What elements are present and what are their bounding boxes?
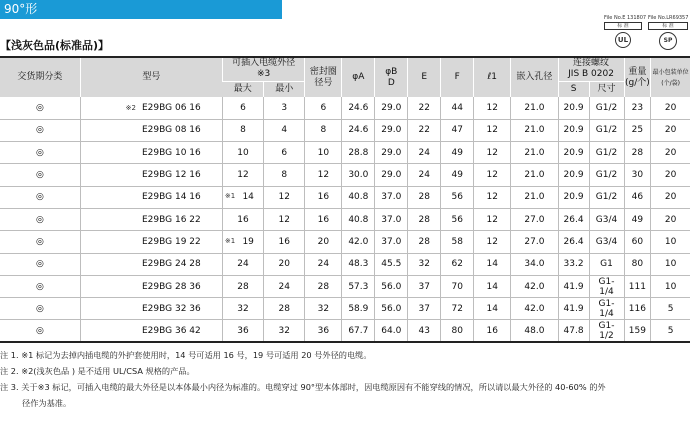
cell-thread-size: G1 [589, 253, 624, 275]
cell-l1: 12 [474, 119, 511, 141]
cable-max-value: 16 [237, 214, 249, 225]
section-title: 【浅灰色品(标准品)】 [0, 39, 110, 52]
cell-thread-s: 41.9 [558, 275, 589, 297]
cell-thread-size: G1/2 [589, 97, 624, 119]
cell-f: 44 [441, 97, 474, 119]
cell-phi-a: 28.8 [342, 142, 375, 164]
header-model: 型号 [80, 57, 222, 97]
cell-f: 56 [441, 208, 474, 230]
cell-f: 49 [441, 164, 474, 186]
cell-e: 22 [408, 119, 441, 141]
header-f: F [441, 57, 474, 97]
cell-phi-a: 24.6 [342, 97, 375, 119]
cell-phi-bd: 37.0 [375, 208, 408, 230]
model-number: E29BG 24 28 [141, 259, 201, 270]
header-delivery: 交货期分类 [0, 57, 80, 97]
csa-certification [648, 15, 688, 50]
cable-max-value: 6 [240, 102, 246, 113]
cell-thread-s: 41.9 [558, 298, 589, 320]
cell-model [80, 253, 222, 275]
cell-l1: 16 [474, 320, 511, 342]
model-number: E29BG 10 16 [141, 147, 201, 158]
cell-thread-s: 20.9 [558, 164, 589, 186]
cell-e: 43 [408, 320, 441, 342]
cell-delivery: ◎ [0, 298, 80, 320]
ul-standard-label: 标 准 [604, 22, 642, 30]
cell-seal-ring: 36 [305, 320, 342, 342]
cell-pack: 20 [651, 97, 690, 119]
cell-weight: 23 [624, 97, 651, 119]
cell-weight: 159 [624, 320, 651, 342]
cell-seal-ring: 6 [305, 97, 342, 119]
header-pack: 最小包装单位 (个/袋) [651, 57, 690, 97]
header-e: E [408, 57, 441, 97]
header-cable-max: 最大 [222, 81, 263, 97]
cell-phi-bd: 37.0 [375, 186, 408, 208]
note-1: 注 1. ※1 标记为去掉内插电缆的外护套使用时，14 号可适用 16 号，19 号可适用 20 号外径的电缆。 [0, 350, 372, 360]
model-number: E29BG 32 36 [141, 303, 201, 314]
cell-f: 70 [441, 275, 474, 297]
cell-weight: 116 [624, 298, 651, 320]
model-note-mark: ※2 [125, 103, 136, 112]
table-row [0, 320, 690, 342]
cell-pack: 20 [651, 164, 690, 186]
cell-phi-bd: 56.0 [375, 298, 408, 320]
cell-l1: 14 [474, 253, 511, 275]
cell-phi-bd: 37.0 [375, 231, 408, 253]
cell-phi-a: 57.3 [342, 275, 375, 297]
cell-thread-s: 20.9 [558, 119, 589, 141]
cell-embed-hole: 48.0 [511, 320, 558, 342]
cell-e: 37 [408, 275, 441, 297]
cell-weight: 80 [624, 253, 651, 275]
page-title: 90°形 [4, 2, 38, 16]
cable-max-value: 24 [237, 259, 249, 270]
cell-pack: 10 [651, 253, 690, 275]
cable-max-value: 10 [237, 147, 249, 158]
cell-l1: 14 [474, 275, 511, 297]
cell-pack: 20 [651, 142, 690, 164]
cell-thread-size: G1/2 [589, 142, 624, 164]
model-number: E29BG 08 16 [141, 125, 201, 136]
cell-cable-min: 3 [264, 97, 305, 119]
cell-seal-ring: 12 [305, 164, 342, 186]
header-l1: ℓ1 [474, 57, 511, 97]
cell-seal-ring: 20 [305, 231, 342, 253]
cell-l1: 12 [474, 186, 511, 208]
notes [0, 347, 690, 411]
cell-thread-s: 26.4 [558, 231, 589, 253]
spec-table [0, 56, 690, 343]
cell-delivery: ◎ [0, 142, 80, 164]
cell-thread-size: G1-1/4 [589, 275, 624, 297]
cell-delivery: ◎ [0, 208, 80, 230]
table-row [0, 142, 690, 164]
cell-weight: 49 [624, 208, 651, 230]
cell-delivery: ◎ [0, 97, 80, 119]
cell-phi-a: 40.8 [342, 186, 375, 208]
cell-model [80, 231, 222, 253]
cell-e: 24 [408, 142, 441, 164]
cell-model [80, 97, 222, 119]
cell-l1: 12 [474, 208, 511, 230]
table-row [0, 208, 690, 230]
table-row [0, 97, 690, 119]
cell-cable-max [222, 253, 263, 275]
cell-model [80, 298, 222, 320]
table-row [0, 253, 690, 275]
cell-weight: 60 [624, 231, 651, 253]
cell-weight: 46 [624, 186, 651, 208]
cell-e: 28 [408, 231, 441, 253]
cell-thread-size: G1/2 [589, 186, 624, 208]
cable-max-value: 8 [240, 125, 246, 136]
cell-thread-s: 20.9 [558, 97, 589, 119]
model-number: E29BG 16 22 [141, 214, 201, 225]
cell-embed-hole: 21.0 [511, 142, 558, 164]
cell-cable-max [222, 97, 263, 119]
cell-model [80, 320, 222, 342]
cell-f: 80 [441, 320, 474, 342]
table-row [0, 186, 690, 208]
cell-thread-s: 20.9 [558, 186, 589, 208]
cell-phi-a: 67.7 [342, 320, 375, 342]
csa-logo-icon: SP [659, 32, 677, 50]
header-phi-bd: φB D [375, 57, 408, 97]
table-row [0, 164, 690, 186]
cable-max-note-mark: ※1 [224, 192, 236, 201]
header-cable-min: 最小 [264, 81, 305, 97]
table-row [0, 231, 690, 253]
cell-weight: 28 [624, 142, 651, 164]
cell-embed-hole: 42.0 [511, 275, 558, 297]
cell-pack: 10 [651, 231, 690, 253]
cell-seal-ring: 16 [305, 208, 342, 230]
cell-phi-a: 42.0 [342, 231, 375, 253]
header-seal-ring: 密封圈 径号 [305, 57, 342, 97]
cell-f: 72 [441, 298, 474, 320]
cell-thread-size: G1/2 [589, 119, 624, 141]
cell-model [80, 275, 222, 297]
cell-l1: 14 [474, 298, 511, 320]
cell-delivery: ◎ [0, 231, 80, 253]
cell-phi-a: 58.9 [342, 298, 375, 320]
cell-cable-min: 6 [264, 142, 305, 164]
cell-delivery: ◎ [0, 164, 80, 186]
cell-pack: 20 [651, 208, 690, 230]
cell-thread-s: 20.9 [558, 142, 589, 164]
csa-file-number: File No.LR69357 [648, 15, 689, 21]
cell-cable-max [222, 298, 263, 320]
cell-cable-min: 24 [264, 275, 305, 297]
cell-embed-hole: 42.0 [511, 298, 558, 320]
cell-delivery: ◎ [0, 320, 80, 342]
cell-delivery: ◎ [0, 253, 80, 275]
cell-model [80, 186, 222, 208]
cell-phi-bd: 29.0 [375, 119, 408, 141]
cell-pack: 5 [651, 320, 690, 342]
cell-seal-ring: 16 [305, 186, 342, 208]
cell-e: 28 [408, 186, 441, 208]
cable-max-note-mark: ※1 [224, 236, 236, 245]
cable-max-value: 32 [237, 303, 249, 314]
cell-thread-size: G1-1/4 [589, 298, 624, 320]
note-2: 注 2. ※2(浅灰色品 ) 是不适用 UL/CSA 规格的产品。 [0, 366, 195, 376]
ul-file-number: File No.E 131807 [604, 15, 647, 21]
cell-phi-a: 30.0 [342, 164, 375, 186]
cell-f: 58 [441, 231, 474, 253]
cell-delivery: ◎ [0, 119, 80, 141]
cell-model [80, 208, 222, 230]
header-thread: 连接螺纹 JIS B 0202 [558, 57, 624, 81]
model-number: E29BG 06 16 [141, 102, 201, 113]
header-thread-s: S [558, 81, 589, 97]
cell-weight: 25 [624, 119, 651, 141]
cell-e: 22 [408, 97, 441, 119]
cell-cable-max [222, 142, 263, 164]
header-phi-a: φA [342, 57, 375, 97]
cell-embed-hole: 21.0 [511, 119, 558, 141]
cell-embed-hole: 21.0 [511, 186, 558, 208]
cell-cable-min: 4 [264, 119, 305, 141]
cell-seal-ring: 28 [305, 275, 342, 297]
cable-max-value: 19 [242, 236, 254, 247]
cell-delivery: ◎ [0, 275, 80, 297]
cell-cable-max [222, 164, 263, 186]
cell-embed-hole: 27.0 [511, 208, 558, 230]
model-number: E29BG 14 16 [141, 192, 201, 203]
cable-max-value: 14 [242, 192, 254, 203]
cell-thread-size: G3/4 [589, 231, 624, 253]
cell-cable-min: 16 [264, 231, 305, 253]
cell-phi-bd: 56.0 [375, 275, 408, 297]
title-bar [0, 0, 282, 19]
cell-embed-hole: 21.0 [511, 164, 558, 186]
cell-e: 24 [408, 164, 441, 186]
cell-f: 62 [441, 253, 474, 275]
note-3: 注 3. 关于※3 标记，可插入电缆的最大外径是以本体最小内径为标准的。电缆穿过 90°型本体部时，因电缆原因有不能穿线的情况，所以请以最大外径的 40-60% 的外 [0, 382, 606, 392]
model-number: E29BG 28 36 [141, 281, 201, 292]
cell-e: 32 [408, 253, 441, 275]
table-row [0, 298, 690, 320]
cell-cable-max [222, 208, 263, 230]
header-weight: 重量 (g/个) [624, 57, 651, 97]
cell-cable-min: 8 [264, 164, 305, 186]
cell-pack: 20 [651, 186, 690, 208]
ul-logo-icon: UL [615, 32, 631, 48]
cell-l1: 12 [474, 231, 511, 253]
cell-f: 56 [441, 186, 474, 208]
csa-standard-label: 标 准 [648, 22, 688, 30]
cell-thread-size: G3/4 [589, 208, 624, 230]
cell-phi-bd: 64.0 [375, 320, 408, 342]
cell-e: 28 [408, 208, 441, 230]
cell-model [80, 119, 222, 141]
header-thread-size: 尺寸 [589, 81, 624, 97]
cell-weight: 111 [624, 275, 651, 297]
cell-phi-a: 48.3 [342, 253, 375, 275]
cell-phi-bd: 29.0 [375, 142, 408, 164]
cell-seal-ring: 24 [305, 253, 342, 275]
cell-phi-bd: 45.5 [375, 253, 408, 275]
cell-seal-ring: 10 [305, 142, 342, 164]
cell-thread-s: 26.4 [558, 208, 589, 230]
cell-seal-ring: 32 [305, 298, 342, 320]
cell-seal-ring: 8 [305, 119, 342, 141]
note-3-continued: 径作为基准。 [22, 398, 72, 408]
cell-phi-bd: 29.0 [375, 97, 408, 119]
cell-pack: 10 [651, 275, 690, 297]
cell-phi-bd: 29.0 [375, 164, 408, 186]
cell-cable-min: 20 [264, 253, 305, 275]
cell-delivery: ◎ [0, 186, 80, 208]
cell-phi-a: 40.8 [342, 208, 375, 230]
cell-pack: 20 [651, 119, 690, 141]
cell-f: 47 [441, 119, 474, 141]
cable-max-value: 28 [237, 281, 249, 292]
cell-thread-size: G1/2 [589, 164, 624, 186]
header-embed-hole: 嵌入孔径 [511, 57, 558, 97]
cell-thread-s: 33.2 [558, 253, 589, 275]
cell-embed-hole: 27.0 [511, 231, 558, 253]
cell-model [80, 142, 222, 164]
model-number: E29BG 12 16 [141, 170, 201, 181]
cell-embed-hole: 34.0 [511, 253, 558, 275]
cell-cable-min: 28 [264, 298, 305, 320]
cell-e: 37 [408, 298, 441, 320]
table-row [0, 119, 690, 141]
cell-cable-max [222, 186, 263, 208]
table-row [0, 275, 690, 297]
cell-embed-hole: 21.0 [511, 97, 558, 119]
cell-pack: 5 [651, 298, 690, 320]
ul-certification [604, 15, 647, 48]
cell-cable-max [222, 275, 263, 297]
cell-thread-s: 47.8 [558, 320, 589, 342]
cell-model [80, 164, 222, 186]
header-cable-od: 可插入电缆外径 ※3 [222, 57, 304, 81]
cell-weight: 30 [624, 164, 651, 186]
cell-cable-max [222, 320, 263, 342]
cell-cable-min: 12 [264, 186, 305, 208]
model-number: E29BG 36 42 [141, 325, 201, 336]
cell-l1: 12 [474, 142, 511, 164]
cell-f: 49 [441, 142, 474, 164]
cell-thread-size: G1-1/2 [589, 320, 624, 342]
cell-l1: 12 [474, 164, 511, 186]
cell-cable-min: 12 [264, 208, 305, 230]
cell-phi-a: 24.6 [342, 119, 375, 141]
cell-cable-min: 32 [264, 320, 305, 342]
table-header-row [0, 57, 690, 81]
cell-cable-max [222, 231, 263, 253]
cable-max-value: 12 [237, 170, 249, 181]
model-number: E29BG 19 22 [141, 236, 201, 247]
cable-max-value: 36 [237, 325, 249, 336]
cell-cable-max [222, 119, 263, 141]
cell-l1: 12 [474, 97, 511, 119]
